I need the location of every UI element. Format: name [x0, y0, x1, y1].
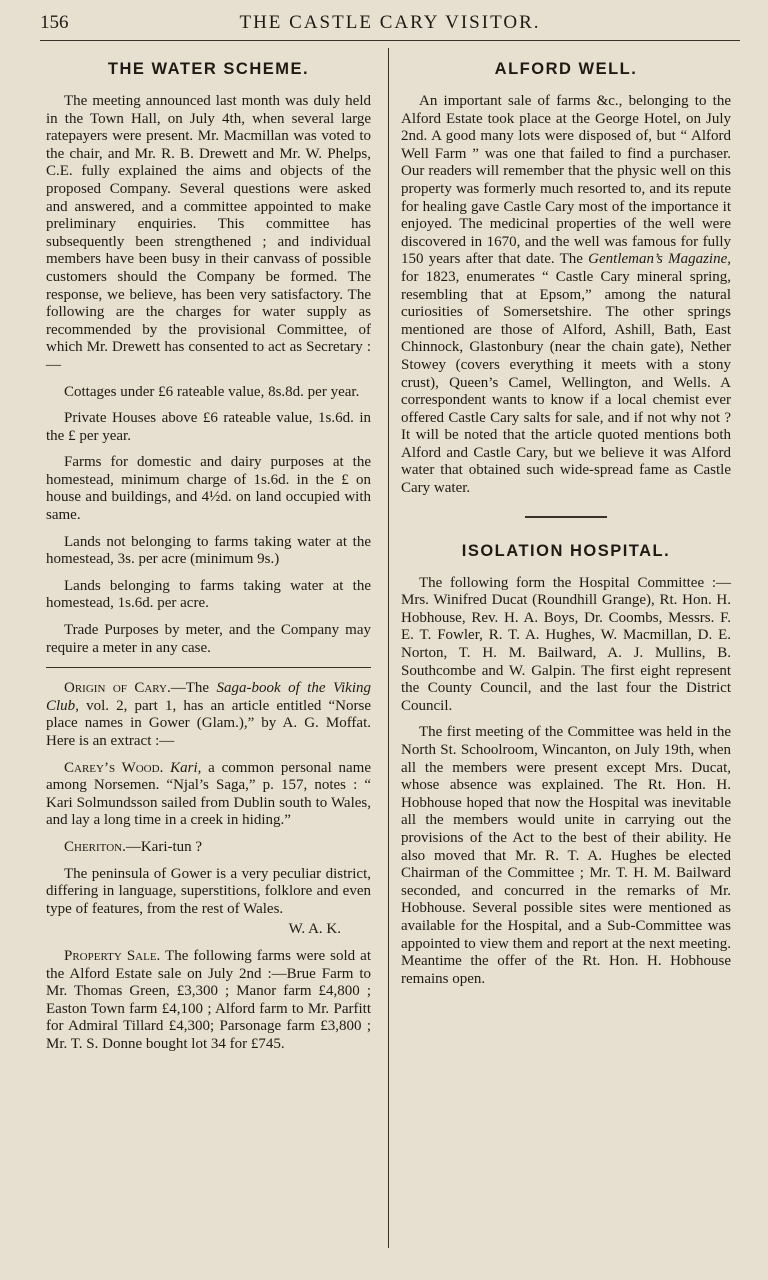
cheriton-paragraph: Cheriton.—Kari-tun ? — [64, 838, 203, 855]
author-signature: W. A. K. — [288, 921, 341, 938]
running-header — [40, 8, 740, 38]
header-rule — [40, 40, 740, 41]
property-sale-heading: Property Sale. — [64, 947, 161, 964]
property-sale-paragraph: Property Sale. The following farms were sold at the Alford Estate sale on July 2nd :—Brue Farm to Mr. Thomas Green, £3,300 ; Manor farm £4,800 ; Easton Town farm £4,100 ; Alford farm to Mr. Parfitt for Admiral Tillard £4,300; Parsonage farm £3,800 ; Mr. T. S. Donne bought lot 34 for £745. — [46, 947, 371, 1052]
water-charge-trade: Trade Purposes by meter, and the Company may require a meter in any case. — [46, 622, 371, 656]
first-meeting-paragraph: The first meeting of the Committee was held in the North St. Schoolroom, Wincanton, on July 19th, when all the members were present except Mrs. Ducat, whose absence was explained. The Rt. Hon. H. Hobhouse hoped that now the Hospital was inevitable all the members would unite in carrying out the provisions of the Act to the best of their ability. He also moved that Mr. R. T. A. Hughes be elected Chairman of the Committee ; Mr. T. H. M. Bailward seconded, and concurred in the remarks of Mr. Hobhouse. Several possible sites were mentioned as available for the Hospital, and a Sub-Committee was appointed to view them and report at the next meeting. Meantime the offer of the Rt. Hon. H. Hobhouse remains open. — [401, 724, 731, 987]
right-column — [401, 52, 731, 997]
origin-of-cary-paragraph: Origin of Cary.—The Saga-book of the Viking Club, vol. 2, part 1, has an article entitled “Norse place names in Gower (Glam.),” by A. G. Moffat. Here is an extract :— — [46, 680, 371, 749]
column-divider — [388, 48, 389, 1248]
water-charge-lands-not-farms: Lands not belonging to farms taking water at the homestead, 3s. per acre (minimum 9s.) — [46, 533, 371, 568]
section-rule — [46, 667, 371, 668]
origin-heading: Origin of Cary. — [64, 680, 171, 697]
left-column — [46, 52, 371, 1063]
water-charge-farms: Farms for domestic and dairy purposes at the homestead, minimum charge of 1s.6d. in the £ on house and buildings, and 4½d. on land occupied with same. — [46, 454, 371, 524]
isolation-hospital-title: ISOLATION HOSPITAL. — [461, 541, 671, 560]
section-divider — [525, 516, 607, 518]
cheriton-heading: Cheriton. — [64, 838, 126, 855]
running-title: THE CASTLE CARY VISITOR. — [239, 12, 541, 33]
water-charge-houses: Private Houses above £6 rateable value, 1s.6d. in the £ per year. — [46, 410, 371, 444]
water-scheme-title: THE WATER SCHEME. — [107, 60, 310, 78]
hospital-committee-paragraph: The following form the Hospital Committee :—Mrs. Winifred Ducat (Roundhill Grange), Rt. Hon. H. Hobhouse, Rev. H. A. Boys, Dr. Coombs, Messrs. F. E. T. Fowler, R. T. A. Hughes, W. Macmillan, D. E. Norton, T. H. M. Bailward, A. J. Mullins, B. Southcombe and W. Galpin. The first eight represent the County Council, and the last four the District Council. — [401, 574, 731, 714]
alford-well-paragraph: An important sale of farms &c., belonging to the Alford Estate took place at the George Hotel, on July 2nd. A good many lots were disposed of, but “ Alford Well Farm ” was one that failed to find a purchaser. Our readers will remember that the physic well on this property was formerly much resorted to, and its repute for healing gave Castle Cary most of the importance it enjoyed. The medicinal properties of the well were discovered in 1670, and the well was famous for fully 150 years after that date. The Gentleman’s Magazine, for 1823, enumerates “ Castle Cary mineral spring, resembling that at Epsom,” among the natural curiosities of Somersetshire. The other springs mentioned are those of Alford, Ashill, Bath, East Chinnock, Glastonbury (near the chain gate), Nether Stowey (covers everything it meets with a stony crust), Queen’s Camel, Wellington, and Wells. A correspondent wants to know if a local chemist ever offered Castle Cary salts for sale, and if not why not ? It will be noted that the article quoted mentions both Alford and Castle Cary, but we believe it was Alford water that obtained such wide-spread fame as Castle Cary water. — [401, 93, 731, 497]
saga-book-title: Saga-book of the Viking Club — [46, 680, 371, 714]
kari-word: Kari — [170, 759, 198, 776]
gower-paragraph: The peninsula of Gower is a very peculiar district, differing in language, superstitions, folklore and even type of features, from the rest of Wales. — [46, 865, 371, 917]
water-charge-cottages: Cottages under £6 rateable value, 8s.8d. per year. — [64, 383, 360, 400]
alford-well-title: ALFORD WELL. — [494, 60, 638, 78]
careys-wood-paragraph: Carey’s Wood. Kari, a common personal name among Norsemen. “Njal’s Saga,” p. 157, notes : “ Kari Solmundsson sailed from Dublin south to Wales, and lay a long time in a creek in hiding.” — [46, 759, 372, 829]
careys-wood-heading: Carey’s Wood. — [64, 759, 164, 776]
page-number: 156 — [40, 12, 69, 33]
water-charge-lands-farms: Lands belonging to farms taking water at the homestead, 1s.6d. per acre. — [46, 577, 371, 612]
magazine-title: Gentleman’s Magazine — [588, 251, 728, 268]
water-scheme-paragraph: The meeting announced last month was duly held in the Town Hall, on July 4th, when several large ratepayers were present. Mr. Macmillan was voted to the chair, and Mr. R. B. Drewett and Mr. W. Phelps, C.E. fully explained the aims and objects of the proposed Company. Several questions were asked and answered, and a committee appointed to make preliminary enquiries. This committee has subsequently been strengthened ; and individual members have been busy in their canvass of possible customers should the Company be formed. The response, we believe, has been very satisfactory. The following are the charges for water supply as recommended by the provisional Committee, of which Mr. Drewett has consented to act as Secretary :— — [46, 93, 371, 373]
